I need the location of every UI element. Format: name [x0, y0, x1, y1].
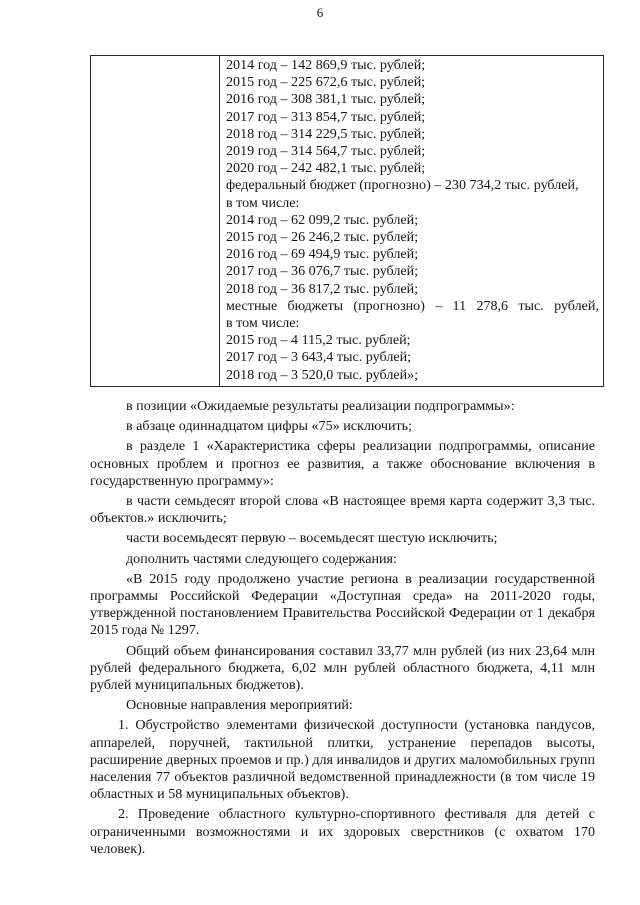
budget-line: 2014 год – 62 099,2 тыс. рублей; [226, 211, 419, 228]
budget-table [90, 55, 604, 387]
budget-line: 2017 год – 313 854,7 тыс. рублей; [226, 108, 426, 125]
budget-line: 2015 год – 225 672,6 тыс. рублей; [226, 74, 426, 91]
table-cell-financing [220, 56, 604, 387]
paragraph: дополнить частями следующего содержания: [126, 550, 397, 567]
budget-line: 2014 год – 142 869,9 тыс. рублей; [226, 57, 426, 73]
paragraph: 1. Обустройство элементами физической доступности (установка пандусов, аппарелей, поручней, тактильной плитки, устранение перепадов высоты, расширение дверных проемов и пр.) для инвалидов и других маломобильных групп населения 77 объектов различной ведомственной принадлежности (в том числе 19 областных и 58 муниципальных объектов). [90, 717, 596, 803]
budget-line: 2017 год – 36 076,7 тыс. рублей; [226, 263, 419, 280]
paragraph: в разделе 1 «Характеристика сферы реализации подпрограммы, описание основных проблем и прогноз ее развития, а также обоснование включения в государственную программу»: [90, 438, 595, 489]
budget-line: 2016 год – 69 494,9 тыс. рублей; [226, 246, 419, 263]
paragraph: 2. Проведение областного культурно-спортивного фестиваля для детей с ограниченными возможностями и их здоровых сверстников (с охватом 170 человек). [90, 806, 595, 857]
budget-line: 2018 год – 314 229,5 тыс. рублей; [226, 125, 426, 142]
budget-line: 2019 год – 314 564,7 тыс. рублей; [226, 143, 426, 160]
paragraph: в части семьдесят второй слова «В настоящее время карта содержит 3,3 тыс. объектов.» исключить; [90, 493, 595, 527]
paragraph: в позиции «Ожидаемые результаты реализации подпрограммы»: [126, 398, 515, 414]
paragraph: «В 2015 году продолжено участие региона в реализации государственной программы Российской Федерации «Доступная среда» на 2011-2020 годы, утвержденной постановлением Правительства Российской Федерации от 1 декабря 2015 года № 1297. [90, 570, 595, 639]
budget-line: в том числе: [226, 315, 300, 332]
paragraph: части восемьдесят первую – восемьдесят шестую исключить; [126, 530, 498, 547]
budget-line: 2016 год – 308 381,1 тыс. рублей; [226, 91, 426, 108]
budget-line: 2017 год – 3 643,4 тыс. рублей; [226, 349, 412, 366]
table-row [91, 56, 604, 387]
paragraph: Основные направления мероприятий: [126, 697, 353, 714]
budget-line: 2018 год – 36 817,2 тыс. рублей; [226, 280, 419, 297]
paragraph: в абзаце одиннадцатом цифры «75» исключить; [126, 418, 413, 435]
budget-line: федеральный бюджет (прогнозно) – 230 734,2 тыс. рублей, [226, 177, 579, 194]
budget-line: в том числе: [226, 194, 300, 211]
paragraph: Общий объем финансирования составил 33,77 млн рублей (из них 23,64 млн рублей федерального бюджета, 6,02 млн рублей областного бюджета, 4,11 млн рублей муниципальных бюджетов). [90, 642, 595, 694]
table-cell-empty [91, 56, 220, 387]
budget-line: 2015 год – 26 246,2 тыс. рублей; [226, 229, 419, 246]
document-body [90, 398, 595, 858]
budget-line: местные бюджеты (прогнозно) – 11 278,6 тыс. рублей, [226, 297, 599, 314]
budget-line: 2015 год – 4 115,2 тыс. рублей; [226, 332, 411, 349]
budget-line: 2020 год – 242 482,1 тыс. рублей; [226, 160, 426, 177]
page-number: 6 [316, 5, 324, 20]
budget-line: 2018 год – 3 520,0 тыс. рублей»; [226, 366, 419, 383]
